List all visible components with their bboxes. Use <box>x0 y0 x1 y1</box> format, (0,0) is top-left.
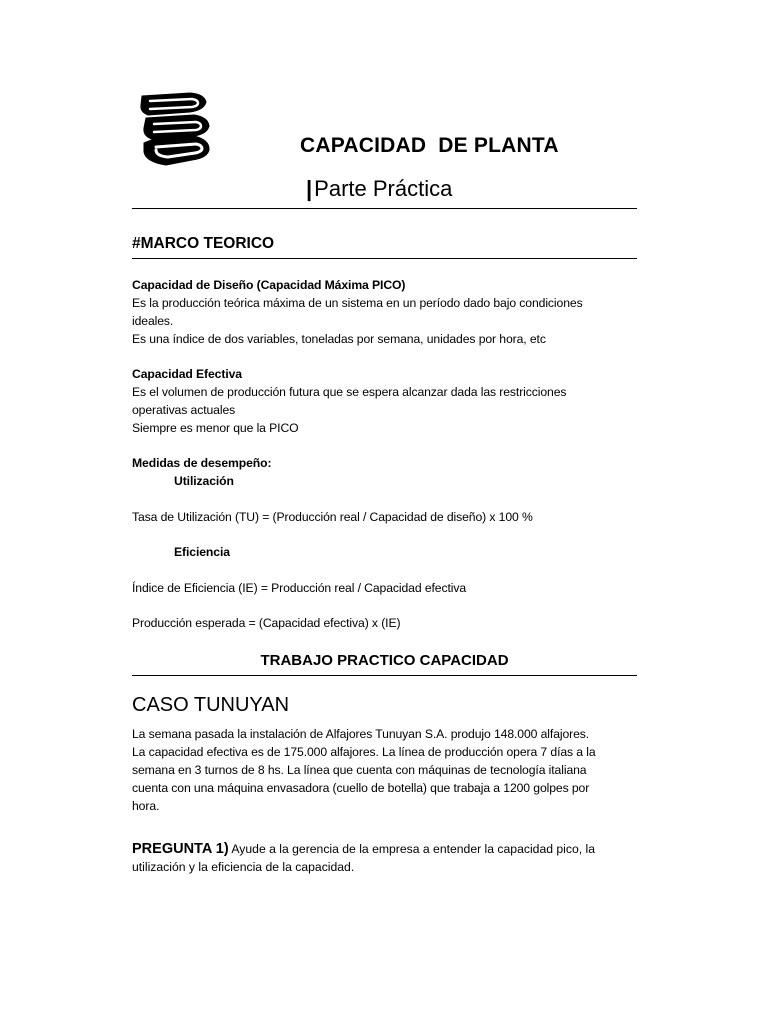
diseno-line: Es una índice de dos variables, toneladas por semana, unidades por hora, etc <box>132 332 546 346</box>
pregunta-label: PREGUNTA 1) <box>132 841 229 857</box>
indice-formula-text: Índice de Eficiencia (IE) = Producción real / Capacidad efectiva <box>132 581 467 595</box>
page-subtitle <box>306 176 452 202</box>
divider-marco <box>132 258 637 259</box>
medidas-title: Medidas de desempeño: <box>132 456 272 470</box>
medidas-block <box>132 454 637 490</box>
page-title: CAPACIDAD DE PLANTA <box>300 134 559 157</box>
section-heading-caso: CASO TUNUYAN <box>132 694 290 716</box>
diseno-line: Es la producción teórica máxima de un sistema en un período dado bajo condiciones <box>132 296 583 310</box>
diseno-title: Capacidad de Diseño (Capacidad Máxima PICO) <box>132 278 406 292</box>
efectiva-line: Es el volumen de producción futura que se espera alcanzar dada las restricciones <box>132 385 567 399</box>
eficiencia-block <box>132 543 637 561</box>
produccion-formula <box>132 614 637 632</box>
produccion-formula-text: Producción esperada = (Capacidad efectiva) x (IE) <box>132 616 401 630</box>
pregunta-text-2: utilización y la eficiencia de la capacidad. <box>132 860 355 874</box>
caso-line: La capacidad efectiva es de 175.000 alfajores. La línea de producción opera 7 días a la <box>132 745 596 759</box>
pregunta-text: Ayude a la gerencia de la empresa a entender la capacidad pico, la <box>228 842 595 856</box>
caso-paragraph <box>132 725 637 815</box>
tasa-formula <box>132 508 637 526</box>
subtitle-bar: | <box>306 176 313 201</box>
capacidad-efectiva-block <box>132 365 637 437</box>
section-heading-marco: #MARCO TEORICO <box>132 235 275 252</box>
caso-line: La semana pasada la instalación de Alfajores Tunuyan S.A. produjo 148.000 alfajores. <box>132 727 590 741</box>
books-icon <box>138 90 212 168</box>
divider-trabajo <box>132 675 637 676</box>
efectiva-title: Capacidad Efectiva <box>132 367 242 381</box>
efectiva-line: Siempre es menor que la PICO <box>132 421 299 435</box>
pregunta-1 <box>132 840 637 876</box>
efectiva-line: operativas actuales <box>132 403 236 417</box>
indice-formula <box>132 579 637 597</box>
diseno-line: ideales. <box>132 314 174 328</box>
tasa-formula-text: Tasa de Utilización (TU) = (Producción real / Capacidad de diseño) x 100 % <box>132 510 533 524</box>
utilizacion-label: Utilización <box>174 474 234 488</box>
eficiencia-label: Eficiencia <box>174 545 230 559</box>
caso-line: hora. <box>132 799 160 813</box>
caso-line: semana en 3 turnos de 8 hs. La línea que cuenta con máquinas de tecnología italiana <box>132 763 587 777</box>
caso-line: cuenta con una máquina envasadora (cuello de botella) que trabaja a 1200 golpes por <box>132 781 590 795</box>
divider-top <box>132 208 637 209</box>
section-heading-trabajo: TRABAJO PRACTICO CAPACIDAD <box>260 652 509 669</box>
subtitle-text: Parte Práctica <box>314 176 453 201</box>
capacidad-diseno-block <box>132 276 637 348</box>
